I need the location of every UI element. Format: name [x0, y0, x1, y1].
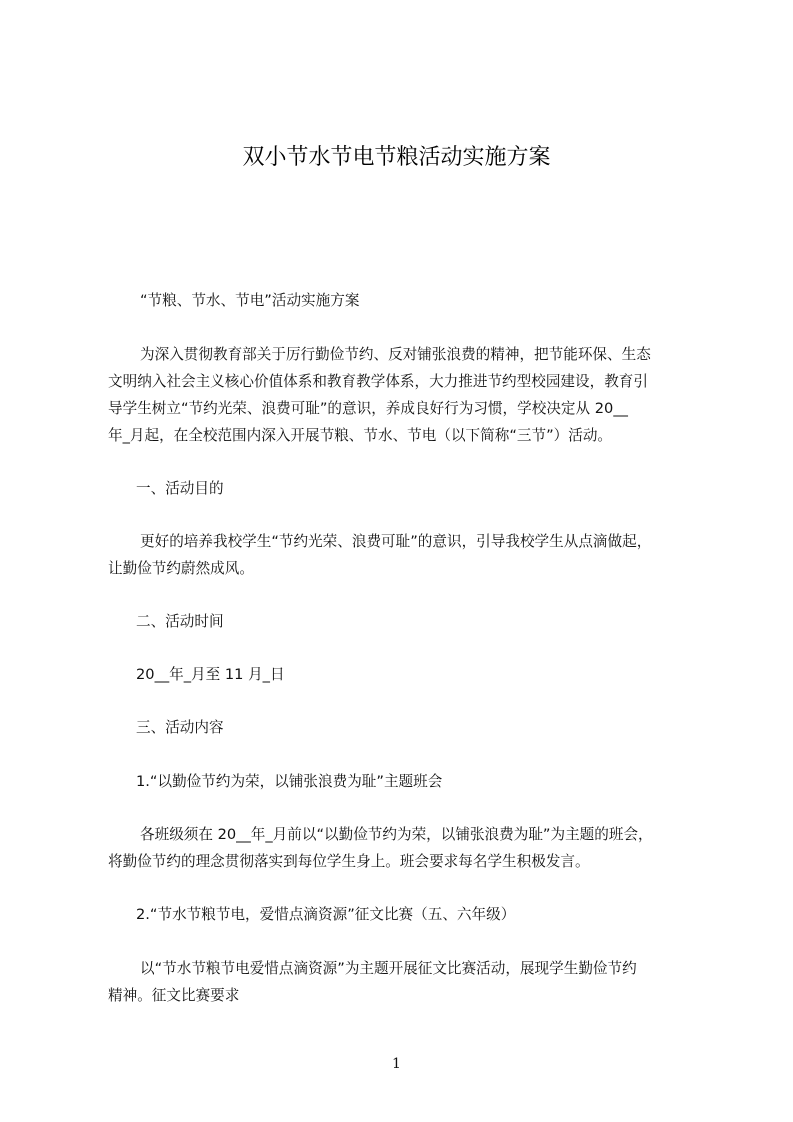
intro-paragraph-line-1: 为深入贯彻教育部关于厉行勤俭节约、反对铺张浪费的精神，把节能环保、生态 [140, 346, 651, 363]
purpose-paragraph-line-1: 更好的培养我校学生“节约光荣、浪费可耻”的意识，引导我校学生从点滴做起， [140, 533, 652, 550]
content-item-1-line-2: 将勤俭节约的理念贯彻落实到每位学生身上。班会要求每名学生积极发言。 [108, 853, 590, 870]
section-heading-time: 二、活动时间 [136, 613, 224, 630]
content-item-2-line-1: 以“节水节粮节电爱惜点滴资源”为主题开展征文比赛活动，展现学生勤俭节约 [140, 960, 637, 977]
intro-paragraph-line-4: 年_月起，在全校范围内深入开展节粮、节水、节电（以下简称“三节”）活动。 [108, 427, 613, 444]
section-heading-content: 三、活动内容 [136, 719, 224, 736]
activity-date: 20__年_月至 11 月_日 [136, 666, 285, 683]
document-title: 双小节水节电节粮活动实施方案 [242, 145, 551, 170]
page-number: 1 [392, 1056, 401, 1072]
content-item-2-line-2: 精神。征文比赛要求 [108, 987, 240, 1004]
content-item-2-title: 2.“节水节粮节电，爱惜点滴资源”征文比赛（五、六年级） [136, 906, 516, 923]
section-heading-purpose: 一、活动目的 [136, 480, 224, 497]
document-subtitle: “节粮、节水、节电”活动实施方案 [140, 292, 360, 309]
content-item-1-line-1: 各班级须在 20__年_月前以“以勤俭节约为荣，以铺张浪费为耻”为主题的班会， [140, 826, 653, 843]
purpose-paragraph-line-2: 让勤俭节约蔚然成风。 [108, 560, 254, 577]
intro-paragraph-line-3: 导学生树立“节约光荣、浪费可耻”的意识，养成良好行为习惯，学校决定从 20__ [108, 400, 628, 417]
intro-paragraph-line-2: 文明纳入社会主义核心价值体系和教育教学体系，大力推进节约型校园建设，教育引 [108, 373, 648, 390]
content-item-1-title: 1.“以勤俭节约为荣，以铺张浪费为耻”主题班会 [136, 773, 443, 790]
